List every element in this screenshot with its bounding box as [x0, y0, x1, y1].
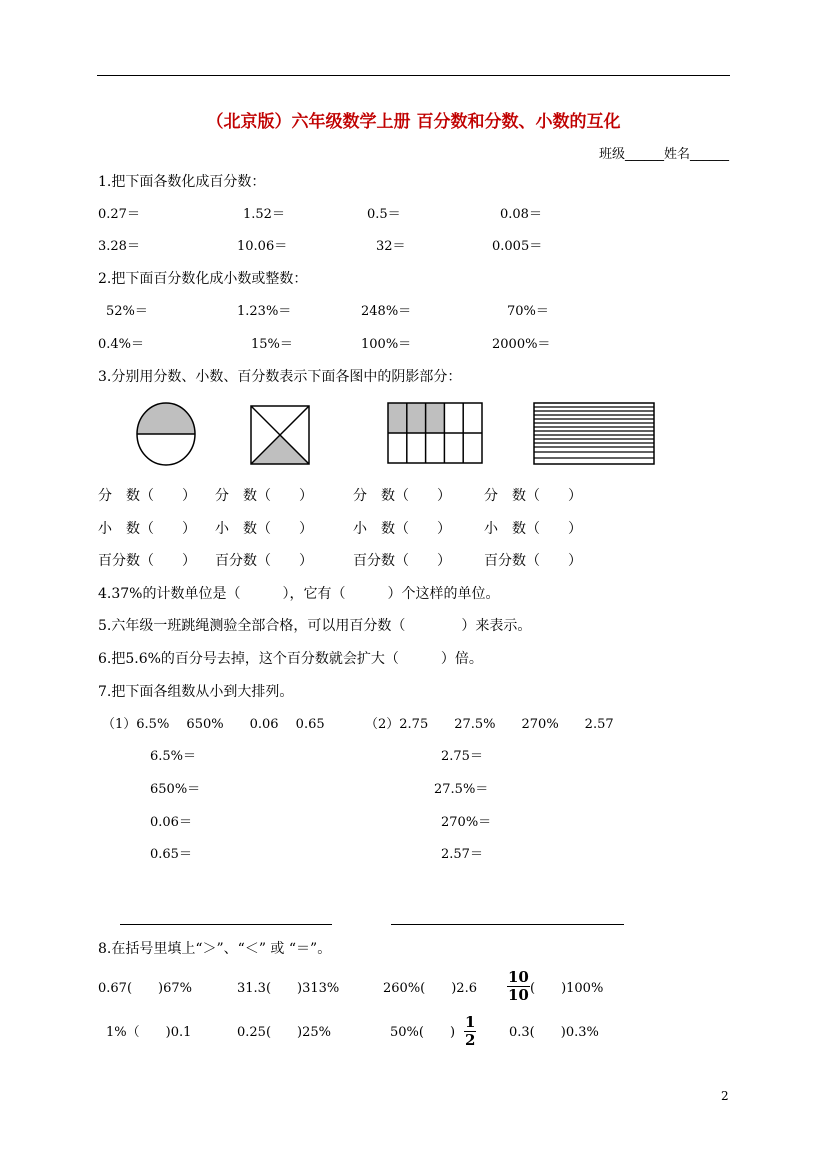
q7-group1-item: 0.65＝: [150, 847, 192, 862]
q1-item: 0.08＝: [500, 207, 542, 222]
q7-group1-item: 650%＝: [150, 782, 201, 797]
q1-item: 1.52＝: [243, 207, 285, 222]
q1-item: 0.27＝: [98, 207, 140, 222]
q1-item: 32＝: [376, 239, 406, 254]
class-name-line: 班级______姓名______: [598, 147, 729, 162]
quarter-shaded-square-icon: [250, 405, 310, 465]
q7-group2-item: 2.57＝: [441, 847, 483, 862]
q2-item: 100%＝: [361, 337, 412, 352]
q7-answer-line[interactable]: [120, 924, 332, 925]
q3-percent-label: 百分数（ ）: [215, 553, 313, 569]
q2-item: 70%＝: [507, 304, 549, 319]
fraction-1-2: [464, 1014, 476, 1049]
q3-percent-label: 百分数（ ）: [353, 553, 451, 569]
q1-item: 0.5＝: [367, 207, 401, 222]
q7-group2-header: （2）2.75 27.5% 270% 2.57: [365, 717, 614, 732]
q2-title: 2.把下面百分数化成小数或整数：: [98, 271, 308, 287]
q3-fraction-label: 分 数（ ）: [484, 488, 582, 504]
q8-item: 50%( ): [390, 1025, 456, 1040]
q3-fraction-label: 分 数（ ）: [98, 488, 196, 504]
q2-item: 2000%＝: [492, 337, 551, 352]
q8-item: 260%( )2.6: [383, 981, 477, 996]
half-shaded-circle-icon: [135, 401, 197, 467]
q3-title: 3.分别用分数、小数、百分数表示下面各图中的阴影部分：: [98, 369, 462, 385]
q7-group1-item: 6.5%＝: [150, 749, 197, 764]
q8-item: 0.25( )25%: [237, 1025, 331, 1040]
q3-decimal-label: 小 数（ ）: [484, 521, 582, 537]
grid-3-of-10-shaded-icon: [387, 402, 483, 464]
q7-title: 7.把下面各组数从小到大排列。: [98, 684, 294, 700]
q2-item: 1.23%＝: [237, 304, 292, 319]
q2-item: 15%＝: [251, 337, 293, 352]
page-title: （北京版）六年级数学上册 百分数和分数、小数的互化: [206, 112, 621, 132]
fraction-numerator: 10: [508, 968, 529, 986]
q7-group2-item: 270%＝: [441, 815, 492, 830]
q3-decimal-label: 小 数（ ）: [215, 521, 313, 537]
q3-percent-label: 百分数（ ）: [484, 553, 582, 569]
q3-decimal-label: 小 数（ ）: [353, 521, 451, 537]
q7-answer-line[interactable]: [391, 924, 624, 925]
page-number: 2: [721, 1089, 729, 1103]
q2-item: 248%＝: [361, 304, 412, 319]
q3-percent-label: 百分数（ ）: [98, 553, 196, 569]
fraction-numerator: 1: [465, 1013, 476, 1031]
q8-item: 1%（ )0.1: [106, 1025, 192, 1040]
q8-item: 0.67( )67%: [98, 981, 192, 996]
fraction-denominator: 2: [465, 1031, 476, 1049]
striped-rectangle-icon: [533, 402, 655, 465]
q3-fraction-label: 分 数（ ）: [215, 488, 313, 504]
q5-text: 5.六年级一班跳绳测验全部合格，可以用百分数（ ）来表示。: [98, 618, 532, 634]
q3-fraction-label: 分 数（ ）: [353, 488, 451, 504]
q7-group1-header: （1）6.5% 650% 0.06 0.65: [102, 717, 325, 732]
q8-item: ( )100%: [530, 981, 604, 996]
q1-item: 10.06＝: [237, 239, 288, 254]
q2-item: 52%＝: [106, 304, 148, 319]
q1-item: 3.28＝: [98, 239, 140, 254]
q8-title: 8.在括号里填上“＞”、“＜” 或 “＝”。: [98, 941, 332, 957]
q7-group2-item: 27.5%＝: [434, 782, 489, 797]
header-rule: [97, 75, 730, 76]
q8-item: 31.3( )313%: [237, 981, 340, 996]
q3-decimal-label: 小 数（ ）: [98, 521, 196, 537]
q7-group2-item: 2.75＝: [441, 749, 483, 764]
q1-item: 0.005＝: [492, 239, 543, 254]
q2-item: 0.4%＝: [98, 337, 145, 352]
q1-title: 1.把下面各数化成百分数：: [98, 174, 266, 190]
q4-text: 4.37%的计数单位是（ ），它有（ ）个这样的单位。: [98, 586, 500, 602]
fraction-10-10: [507, 969, 530, 1004]
fraction-denominator: 10: [508, 986, 529, 1004]
q7-group1-item: 0.06＝: [150, 815, 192, 830]
q6-text: 6.把5.6%的百分号去掉，这个百分数就会扩大（ ）倍。: [98, 651, 483, 667]
q8-item: 0.3( )0.3%: [509, 1025, 599, 1040]
